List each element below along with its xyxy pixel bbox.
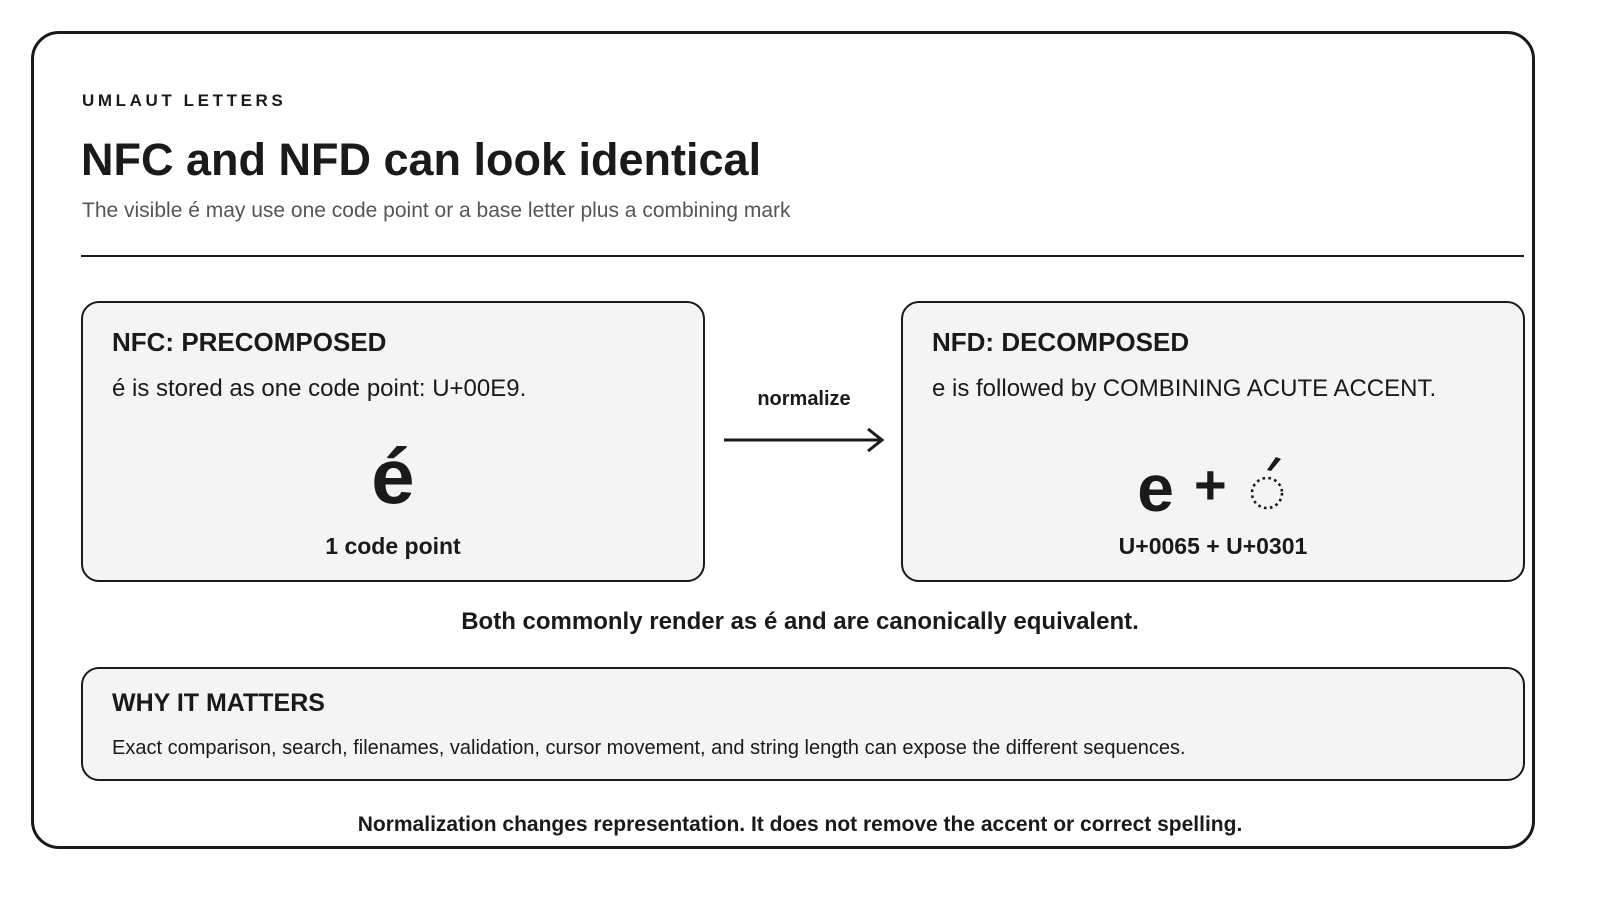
nfd-caption: U+0065 + U+0301 <box>1118 533 1308 559</box>
nfc-description: é is stored as one code point: U+00E9. <box>112 375 527 402</box>
eyebrow-label: UMLAUT LETTERS <box>82 91 287 110</box>
why-heading: WHY IT MATTERS <box>112 689 325 717</box>
nfc-caption: 1 code point <box>325 533 461 559</box>
nfc-panel <box>81 301 705 582</box>
nfd-heading: NFD: DECOMPOSED <box>932 327 1190 357</box>
nfd-description: e is followed by COMBINING ACUTE ACCENT. <box>932 375 1437 402</box>
nfd-glyph-sequence <box>903 441 1523 525</box>
nfd-panel <box>901 301 1525 582</box>
why-body: Exact comparison, search, filenames, validation, cursor movement, and string length can expose the different sequences. <box>112 737 1186 759</box>
nfd-plus-sign: + <box>1194 453 1227 516</box>
normalize-arrow-icon <box>720 425 890 455</box>
nfc-heading: NFC: PRECOMPOSED <box>112 327 387 357</box>
equivalence-note: Both commonly render as é and are canonically equivalent. <box>461 608 1139 635</box>
why-it-matters-panel <box>81 667 1525 781</box>
page-title: NFC and NFD can look identical <box>81 134 762 185</box>
nfc-glyph: é <box>371 432 415 520</box>
footnote: Normalization changes representation. It does not remove the accent or correct spelling. <box>357 813 1243 836</box>
arrow-label: normalize <box>757 388 851 410</box>
header-divider <box>81 255 1524 257</box>
nfd-base-glyph: e <box>1137 451 1174 525</box>
page-subtitle: The visible é may use one code point or a base letter plus a combining mark <box>82 199 791 222</box>
combining-acute-accent-icon <box>1247 453 1289 517</box>
